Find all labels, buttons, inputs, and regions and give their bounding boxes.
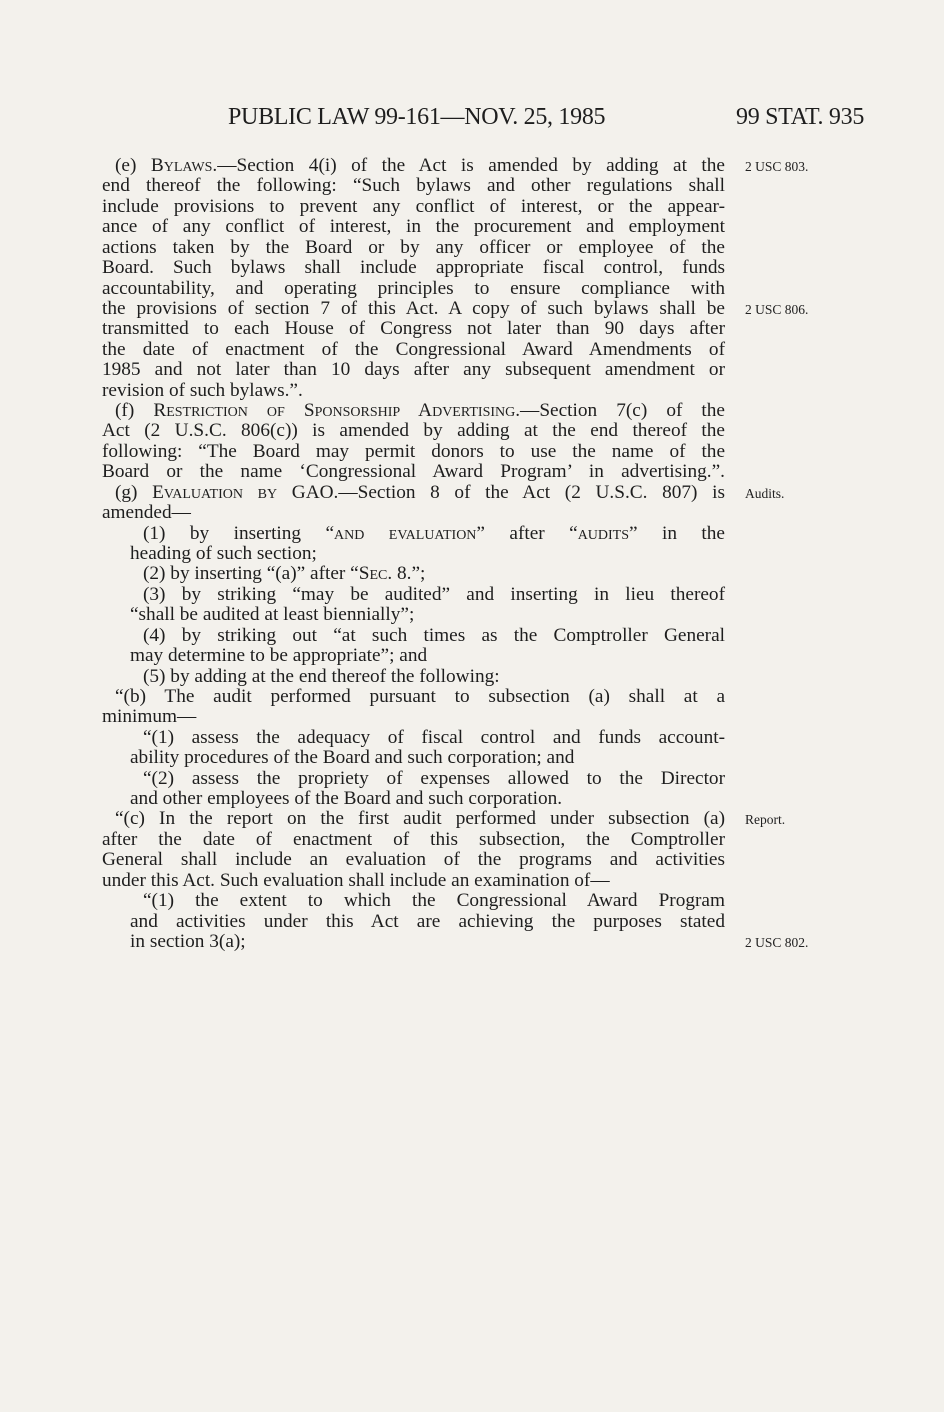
small-caps-heading: Sec: [358, 563, 388, 585]
small-caps-heading: audits: [577, 522, 630, 544]
margin-note: Audits.: [745, 485, 785, 501]
text-segment: Board or the name ‘Congressional Award Program’ in advertising.”.: [102, 461, 725, 483]
text-line: [102, 870, 725, 891]
text-line: [130, 788, 725, 809]
text-line: [102, 502, 725, 523]
text-line: [130, 645, 725, 666]
text-line: [143, 666, 725, 687]
text-segment: amended—: [102, 502, 191, 524]
small-caps-heading: Bylaws: [150, 155, 213, 176]
margin-note: 2 USC 803.: [745, 159, 809, 174]
text-line: [102, 175, 725, 196]
text-line: [102, 196, 725, 217]
text-line: [115, 482, 725, 503]
small-caps-heading: Evaluation by: [152, 481, 278, 503]
text-segment: “shall be audited at least biennially”;: [130, 604, 415, 626]
text-line: [130, 747, 725, 768]
text-line: [102, 318, 725, 339]
text-line: [102, 216, 725, 237]
text-segment: minimum—: [102, 706, 197, 728]
text-line: [130, 604, 725, 625]
text-segment: “(1) the extent to which the Congressional Award Program: [143, 890, 725, 912]
text-line: [115, 155, 725, 176]
text-line: [102, 339, 725, 360]
text-segment: the provisions of section 7 of this Act. A copy of such bylaws shall be: [102, 297, 725, 319]
text-segment: may determine to be appropriate”; and: [130, 645, 428, 667]
text-line: [130, 911, 725, 932]
text-line: [143, 890, 725, 911]
text-segment: and other employees of the Board and such corporation.: [130, 788, 563, 810]
text-line: [143, 563, 725, 584]
text-segment: . 8.”;: [387, 563, 426, 585]
margin-note: 2 USC 802.: [745, 934, 809, 950]
text-segment: 1985 and not later than 10 days after any subsequent amendment or: [102, 359, 725, 381]
margin-note: 2 USC 806.: [745, 301, 809, 317]
text-line: [143, 584, 725, 605]
text-segment: Act (2 U.S.C. 806(c)) is amended by adding at the end thereof the: [102, 420, 725, 442]
text-line: [143, 768, 725, 789]
text-segment: ” after “: [476, 522, 578, 544]
text-segment: (g): [115, 481, 153, 503]
text-segment: Board. Such bylaws shall include appropriate fiscal control, funds: [102, 257, 725, 279]
text-segment: (5) by adding at the end thereof the following:: [143, 665, 500, 687]
running-header-title: PUBLIC LAW 99-161—NOV. 25, 1985: [228, 104, 606, 130]
small-caps-heading: and evaluation: [334, 522, 477, 544]
text-line: [102, 237, 725, 258]
text-segment: (e): [115, 155, 151, 176]
text-segment: heading of such section;: [130, 542, 317, 564]
text-line: [102, 257, 725, 278]
text-segment: (1) by inserting “: [143, 522, 335, 544]
text-line: [102, 441, 725, 462]
text-line: [102, 380, 725, 401]
text-line: [102, 420, 725, 441]
text-line: [102, 461, 725, 482]
text-segment: ability procedures of the Board and such corporation; and: [130, 747, 575, 769]
small-caps-heading: Restriction of Sponsorship Advertising: [153, 400, 516, 422]
text-line: [102, 359, 725, 380]
text-segment: the date of enactment of the Congressional Award Amendments of: [102, 338, 725, 360]
text-line: [143, 523, 725, 544]
text-segment: following: “The Board may permit donors to use the name of the: [102, 440, 725, 462]
text-line: [102, 706, 725, 727]
text-segment: (f): [115, 400, 154, 422]
text-segment: ” in the: [629, 522, 725, 544]
text-segment: “(b) The audit performed pursuant to subsection (a) shall at a: [115, 685, 725, 707]
text-segment: General shall include an evaluation of the programs and activities: [102, 849, 725, 871]
text-segment: under this Act. Such evaluation shall include an examination of—: [102, 869, 610, 891]
text-segment: accountability, and operating principles to ensure compliance with: [102, 277, 725, 299]
text-segment: end thereof the following: “Such bylaws and other regulations shall: [102, 175, 725, 197]
text-line: [115, 686, 725, 707]
statute-page-number: 99 STAT. 935: [736, 104, 865, 130]
text-segment: in section 3(a);: [130, 930, 246, 952]
text-segment: (4) by striking out “at such times as the Comptroller General: [143, 624, 725, 646]
text-line: [115, 400, 725, 421]
text-segment: after the date of enactment of this subsection, the Comptroller: [102, 828, 725, 850]
text-segment: include provisions to prevent any conflict of interest, or the appear-: [102, 195, 725, 217]
text-line: [102, 278, 725, 299]
text-line: [143, 625, 725, 646]
text-line: [130, 543, 725, 564]
text-segment: “(1) assess the adequacy of fiscal control and funds account-: [143, 726, 725, 748]
text-line: [130, 931, 725, 952]
text-segment: and activities under this Act are achieving the purposes stated: [130, 910, 725, 932]
text-segment: (3) by striking “may be audited” and inserting in lieu thereof: [143, 583, 725, 605]
text-segment: .—Section 4(i) of the Act is amended by adding at the: [212, 155, 725, 176]
text-line: [102, 298, 725, 319]
text-segment: ance of any conflict of interest, in the procurement and employment: [102, 216, 725, 238]
text-segment: (2) by inserting “(a)” after “: [143, 563, 359, 585]
text-segment: .—Section 7(c) of the: [515, 400, 725, 422]
text-segment: “(2) assess the propriety of expenses allowed to the Director: [143, 767, 725, 789]
text-segment: GAO.—Section 8 of the Act (2 U.S.C. 807) is: [277, 481, 725, 503]
text-segment: transmitted to each House of Congress not later than 90 days after: [102, 318, 725, 340]
text-line: [102, 849, 725, 870]
text-segment: revision of such bylaws.”.: [102, 379, 303, 401]
text-segment: actions taken by the Board or by any officer or employee of the: [102, 236, 725, 258]
text-line: [143, 727, 725, 748]
text-line: [115, 808, 725, 829]
text-segment: “(c) In the report on the first audit performed under subsection (a): [115, 808, 725, 830]
margin-note: Report.: [745, 812, 786, 828]
text-line: [102, 829, 725, 850]
